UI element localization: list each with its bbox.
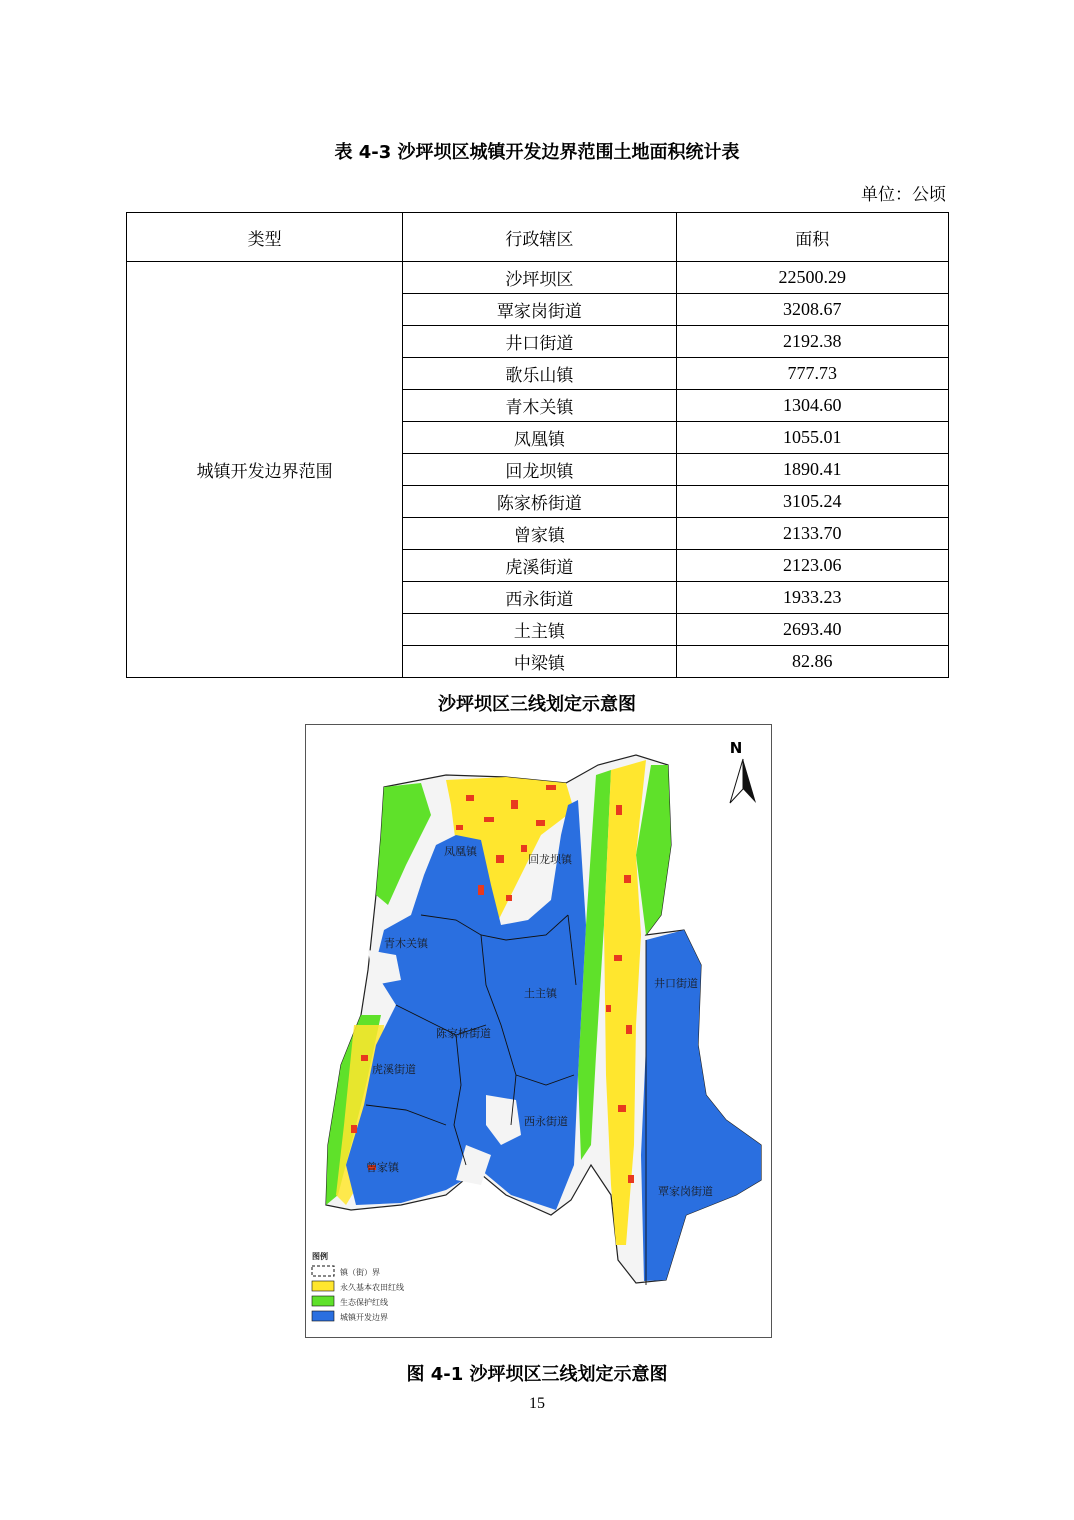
area-cell: 3105.24	[676, 486, 948, 518]
figure-caption: 图 4-1 沙坪坝区三线划定示意图	[406, 1364, 668, 1385]
unit-label: 单位：公顷	[861, 185, 946, 205]
area-cell: 2192.38	[676, 326, 948, 358]
label-huxi: 虎溪街道	[372, 1063, 416, 1076]
page-number: 15	[529, 1395, 545, 1412]
legend-swatch-farmland	[312, 1281, 334, 1291]
area-cell: 2123.06	[676, 550, 948, 582]
district-cell: 沙坪坝区	[403, 262, 676, 294]
table-title: 表 4-3 沙坪坝区城镇开发边界范围土地面积统计表	[334, 142, 740, 163]
district-cell: 中梁镇	[403, 646, 676, 678]
legend-swatch-urban	[312, 1311, 334, 1321]
district-cell: 曾家镇	[403, 518, 676, 550]
label-xiyong: 西永街道	[524, 1115, 568, 1128]
legend-title: 图例	[312, 1252, 328, 1261]
area-cell: 1055.01	[676, 422, 948, 454]
header-area: 面积	[676, 213, 948, 262]
legend-label-urban: 城镇开发边界	[340, 1313, 388, 1322]
district-cell: 陈家桥街道	[403, 486, 676, 518]
north-arrow-icon	[730, 739, 756, 803]
land-area-table	[126, 212, 949, 678]
label-jingkou: 井口街道	[654, 977, 698, 990]
area-cell: 2133.70	[676, 518, 948, 550]
svg-text:N: N	[729, 739, 743, 757]
district-cell: 西永街道	[403, 582, 676, 614]
area-cell: 1933.23	[676, 582, 948, 614]
header-district: 行政辖区	[403, 213, 676, 262]
table-header-row	[127, 213, 949, 262]
label-chenjiaqiao: 陈家桥街道	[436, 1027, 491, 1040]
district-cell: 覃家岗街道	[403, 294, 676, 326]
area-cell: 82.86	[676, 646, 948, 678]
area-cell: 3208.67	[676, 294, 948, 326]
map-title: 沙坪坝区三线划定示意图	[438, 694, 636, 715]
map-svg	[306, 725, 771, 1337]
legend-label-farmland: 永久基本农田红线	[340, 1283, 404, 1292]
label-huilongba: 回龙坝镇	[528, 853, 572, 866]
legend-swatch-boundary	[312, 1266, 334, 1276]
legend-swatch-ecology	[312, 1296, 334, 1306]
district-cell: 回龙坝镇	[403, 454, 676, 486]
area-cell: 2693.40	[676, 614, 948, 646]
label-fenghuang: 凤凰镇	[444, 845, 477, 858]
table-row	[127, 262, 949, 294]
label-qinjiagang: 覃家岗街道	[658, 1185, 713, 1198]
label-zengjia: 曾家镇	[366, 1161, 399, 1174]
legend-label-ecology: 生态保护红线	[340, 1298, 388, 1307]
district-cell: 土主镇	[403, 614, 676, 646]
map-figure	[305, 724, 772, 1338]
label-qingmuguan: 青木关镇	[384, 937, 428, 950]
district-cell: 青木关镇	[403, 390, 676, 422]
area-cell: 1890.41	[676, 454, 948, 486]
type-cell: 城镇开发边界范围	[127, 262, 403, 678]
area-cell: 22500.29	[676, 262, 948, 294]
header-type: 类型	[127, 213, 403, 262]
area-cell: 777.73	[676, 358, 948, 390]
map-legend	[312, 1251, 404, 1322]
district-cell: 歌乐山镇	[403, 358, 676, 390]
area-cell: 1304.60	[676, 390, 948, 422]
district-cell: 虎溪街道	[403, 550, 676, 582]
district-cell: 井口街道	[403, 326, 676, 358]
district-cell: 凤凰镇	[403, 422, 676, 454]
legend-label-boundary: 镇（街）界	[340, 1268, 380, 1277]
label-tuzhu: 土主镇	[524, 987, 557, 1000]
